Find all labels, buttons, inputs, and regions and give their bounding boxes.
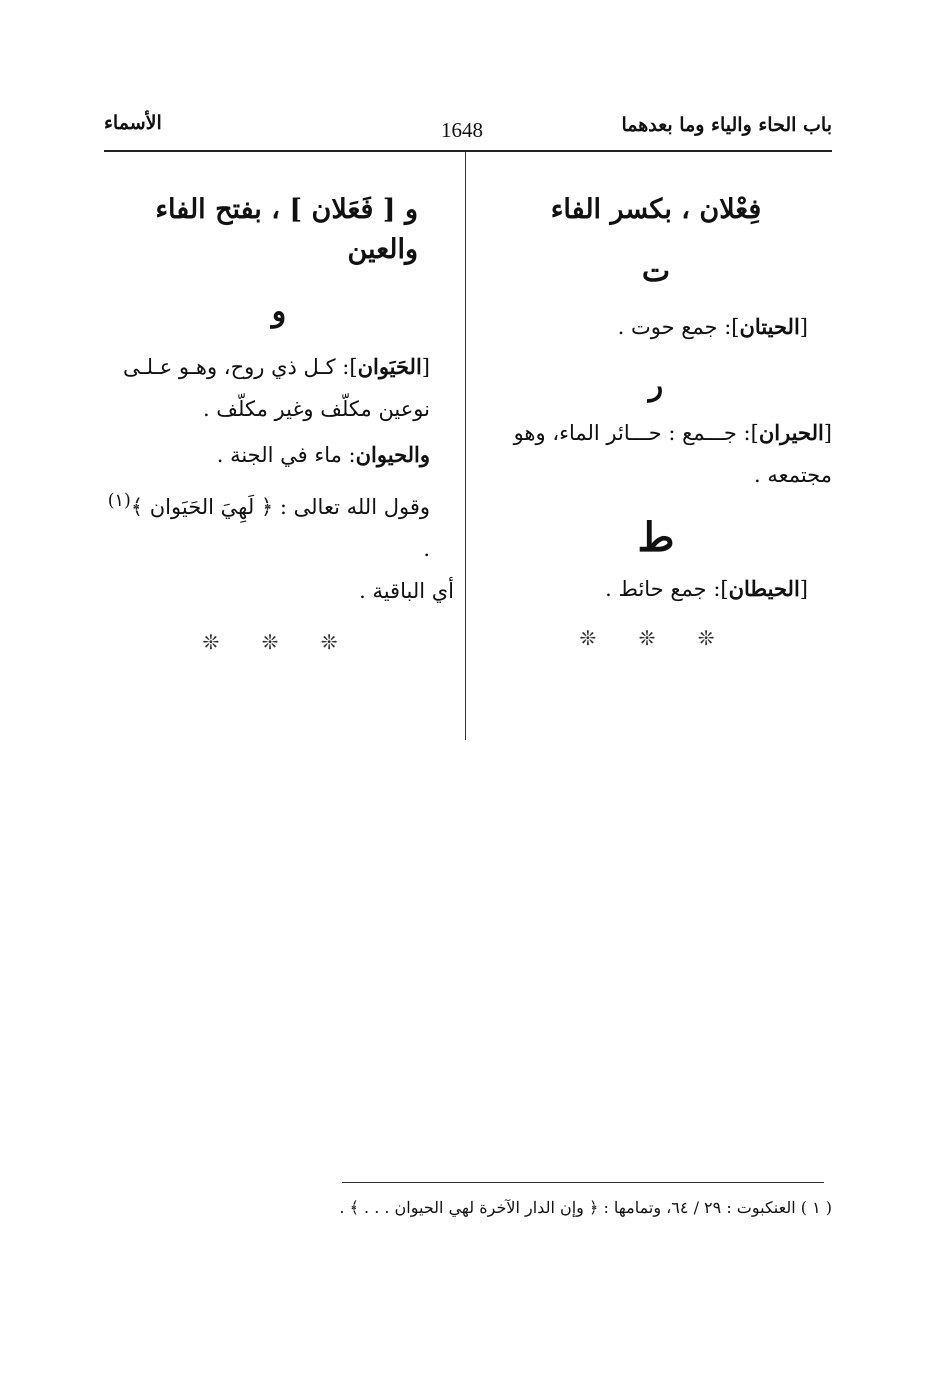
quote-end: . [423,537,430,561]
definition: : جـــمع : حـــائر الماء، وهو مجتمعه . [513,421,832,487]
letter-heading-tah: ط [637,514,675,561]
headword: الحيطان [728,576,800,601]
entry-hitan: [الحيتان]: جمع حوت . [617,314,808,339]
entry-hayawan: [الحَيَوان]: كـل ذي روح، وهـو عـلـى نوعين مكلّف وغير مكلّف . [122,354,430,421]
header-rule [104,150,832,152]
definition: : كـل ذي روح، وهـو عـلـى نوعين مكلّف وغير مكلّف . [122,355,430,421]
left-column [104,160,454,654]
quote-text: وقول الله تعالى : ﴿ لَهِيَ الحَيَوان ﴾ [130,495,430,519]
section-title: الأسماء [104,112,162,134]
footnote-ref: (١) [107,491,131,511]
letter-heading-ta: ت [641,254,671,289]
chapter-title: باب الحاء والياء وما بعدهما [621,114,832,136]
entry-hiran: [الحيران]: جـــمع : حـــائر الماء، وهو مجتمعه . [513,420,832,487]
page-header [104,108,832,148]
right-column [480,160,832,650]
footnote-rule [342,1182,824,1183]
headword: الحيران [758,420,824,445]
letter-heading-waw: و [271,294,287,329]
gloss-baqiya: أي الباقية . [359,579,454,603]
section-separator: ❊ ❊ ❊ [579,626,733,650]
definition: : ماء في الجنة . [216,443,356,467]
footnote: ( ١ ) العنكبوت : ٢٩ / ٦٤، وتمامها : ﴿ وإن الدار الآخرة لهي الحيوان . . . ﴾ . [339,1198,832,1217]
left-column-title: و [ فَعَلان ] ، بفتح الفاء والعين [155,194,418,265]
headword: والحيوان [355,442,430,467]
right-column-title: فِعْلان ، بكسر الفاء [550,194,762,225]
entry-hayawan-water [104,434,454,476]
quran-quote [104,480,454,570]
page-number: 1648 [441,118,483,142]
column-divider [465,152,466,740]
letter-heading-ra: ر [648,368,664,403]
headword: الحيتان [739,314,800,339]
entry-hitan-walls: [الحيطان]: جمع حائط . [605,576,808,601]
definition: : جمع حوت . [617,315,732,339]
definition: : جمع حائط . [605,577,721,601]
section-separator: ❊ ❊ ❊ [202,630,356,654]
headword: الحَيَوان [357,354,422,379]
